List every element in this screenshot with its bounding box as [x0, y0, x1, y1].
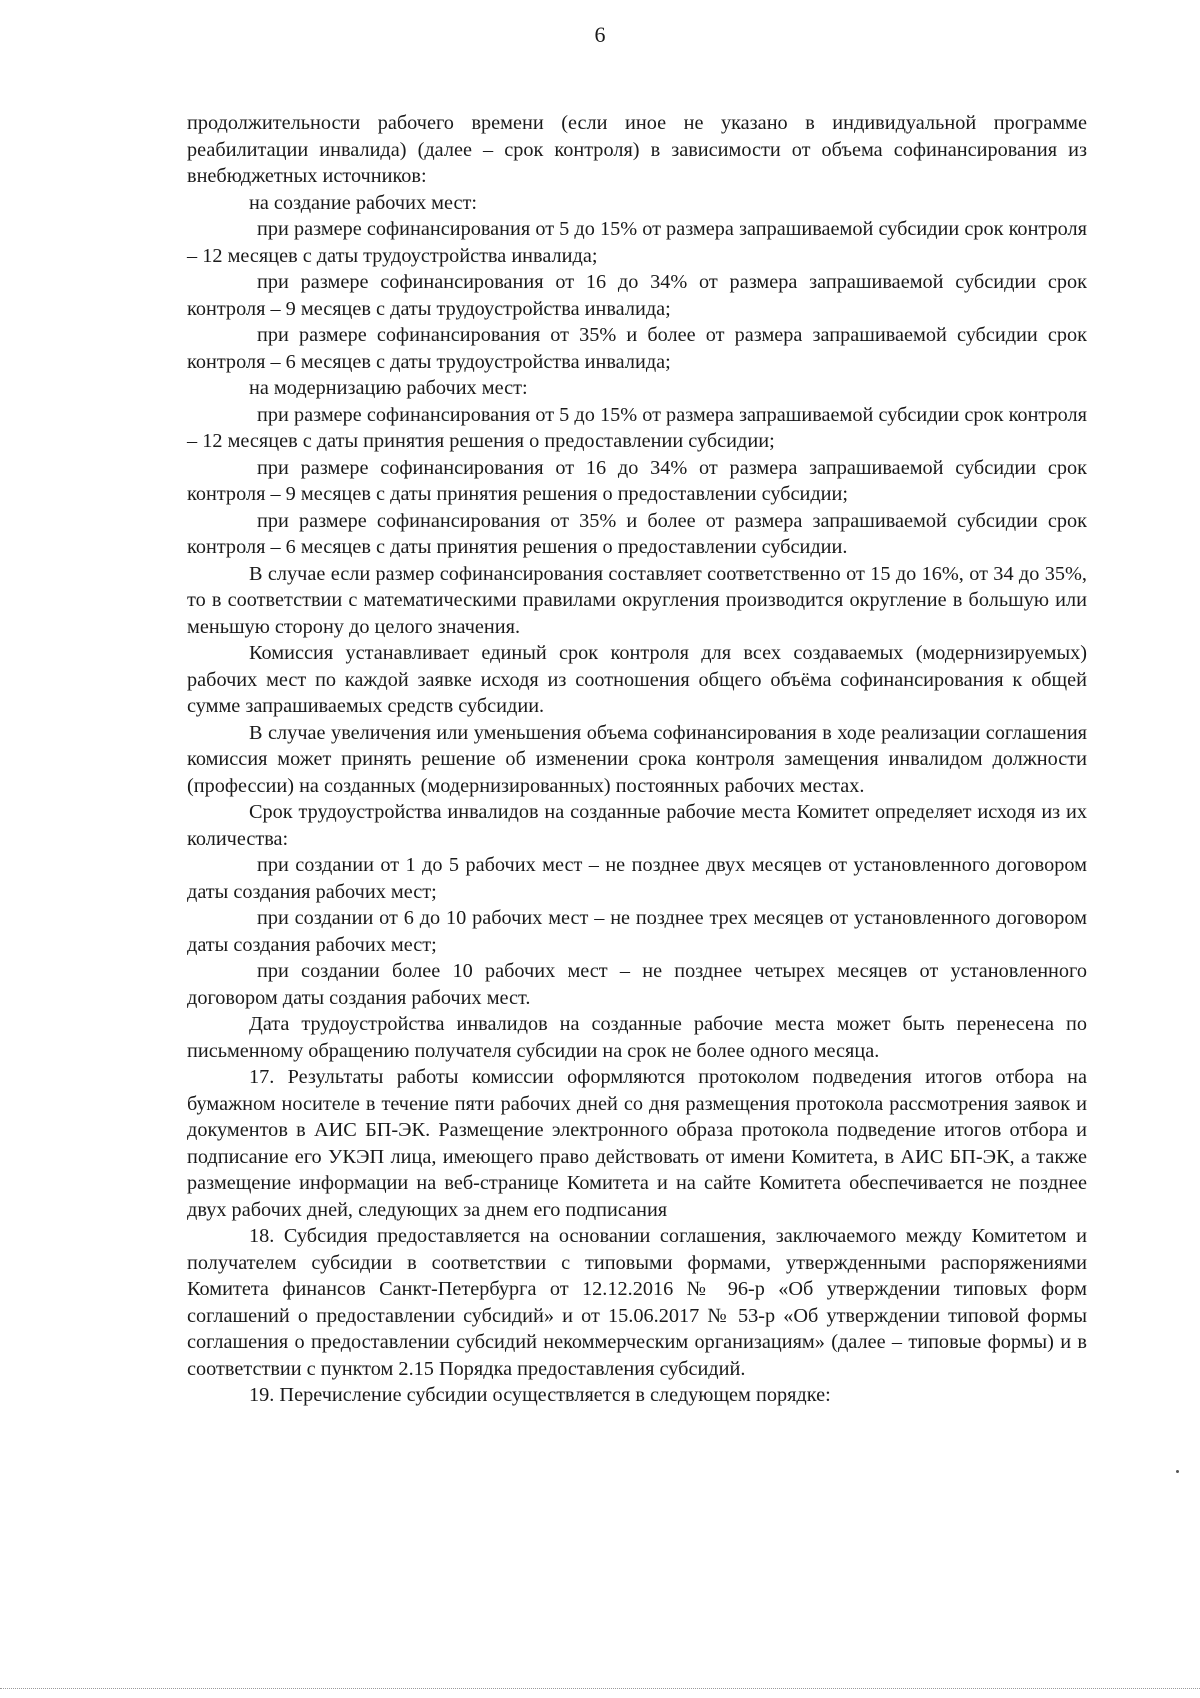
paragraph: Комиссия устанавливает единый срок контроля для всех создаваемых (модернизируемых) рабочих мест по каждой заявке исходя из соотношения общего объёма софинансирования к общей сумме запрашиваемых средств субсидии. [187, 642, 1087, 717]
paragraph: на создание рабочих мест: [249, 191, 477, 214]
paragraph: при размере софинансирования от 16 до 34% от размера запрашиваемой субсидии срок контроля – 9 месяцев с даты трудоустройства инвалида; [187, 271, 1087, 320]
paragraph: 17. Результаты работы комиссии оформляются протоколом подведения итогов отбора на бумажном носителе в течение пяти рабочих дней со дня размещения протокола рассмотрения заявок и документов в АИС БП-ЭК. Размещение электронного образа протокола подведение итогов отбора и подписание его УКЭП лица, имеющего право действовать от имени Комитета, в АИС БП-ЭК, а также размещение информации на веб-странице Комитета и на сайте Комитета обеспечивается не позднее двух рабочих дней, следующих за днем его подписания [187, 1066, 1087, 1221]
paragraph: при создании более 10 рабочих мест – не позднее четырех месяцев от установленного договором даты создания рабочих мест. [187, 960, 1087, 1009]
page-number: 6 [594, 22, 606, 47]
paragraph: при размере софинансирования от 35% и более от размера запрашиваемой субсидии срок контроля – 6 месяцев с даты трудоустройства инвалида; [187, 324, 1087, 373]
document-body [187, 110, 1087, 1409]
paragraph: при размере софинансирования от 35% и более от размера запрашиваемой субсидии срок контроля – 6 месяцев с даты принятия решения о предоставлении субсидии. [187, 509, 1087, 558]
paragraph: на модернизацию рабочих мест: [249, 377, 528, 399]
paragraph: 19. Перечисление субсидии осуществляется в следующем порядке: [249, 1384, 831, 1406]
paragraph: при создании от 1 до 5 рабочих мест – не позднее двух месяцев от установленного договором даты создания рабочих мест; [187, 854, 1087, 903]
paragraph: Дата трудоустройства инвалидов на созданные рабочие места может быть перенесена по письменному обращению получателя субсидии на срок не более одного месяца. [187, 1013, 1087, 1062]
paragraph: при размере софинансирования от 5 до 15% от размера запрашиваемой субсидии срок контроля – 12 месяцев с даты трудоустройства инвалида; [187, 218, 1087, 267]
paragraph: при размере софинансирования от 5 до 15% от размера запрашиваемой субсидии срок контроля – 12 месяцев с даты принятия решения о предоставлении субсидии; [187, 403, 1087, 452]
paragraph: продолжительности рабочего времени (если иное не указано в индивидуальной программе реабилитации инвалида) (далее – срок контроля) в зависимости от объема софинансирования из внебюджетных источников: [187, 112, 1087, 187]
paragraph: при размере софинансирования от 16 до 34% от размера запрашиваемой субсидии срок контроля – 9 месяцев с даты принятия решения о предоставлении субсидии; [187, 456, 1087, 505]
paragraph: Срок трудоустройства инвалидов на созданные рабочие места Комитет определяет исходя из их количества: [187, 801, 1087, 850]
paragraph: 18. Субсидия предоставляется на основании соглашения, заключаемого между Комитетом и получателем субсидии в соответствии с типовыми формами, утвержденными распоряжениями Комитета финансов Санкт-Петербурга от 12.12.2016 № 96-р «Об утверждении типовых форм соглашений о предоставлении субсидий» и от 15.06.2017 № 53-р «Об утверждении типовой формы соглашения о предоставлении субсидий некоммерческим организациям» (далее – типовые формы) и в соответствии с пунктом 2.15 Порядка предоставления субсидий. [187, 1225, 1087, 1380]
paragraph: В случае увеличения или уменьшения объема софинансирования в ходе реализации соглашения комиссия может принять решение об изменении срока контроля замещения инвалидом должности (профессии) на созданных (модернизированных) постоянных рабочих местах. [187, 721, 1087, 797]
paragraph: при создании от 6 до 10 рабочих мест – не позднее трех месяцев от установленного договором даты создания рабочих мест; [187, 907, 1087, 956]
scan-speck [1176, 1470, 1179, 1473]
scan-edge-line [0, 1688, 1200, 1689]
paragraph: В случае если размер софинансирования составляет соответственно от 15 до 16%, от 34 до 35%, то в соответствии с математическими правилами округления производится округление в большую или меньшую сторону до целого значения. [187, 562, 1087, 638]
